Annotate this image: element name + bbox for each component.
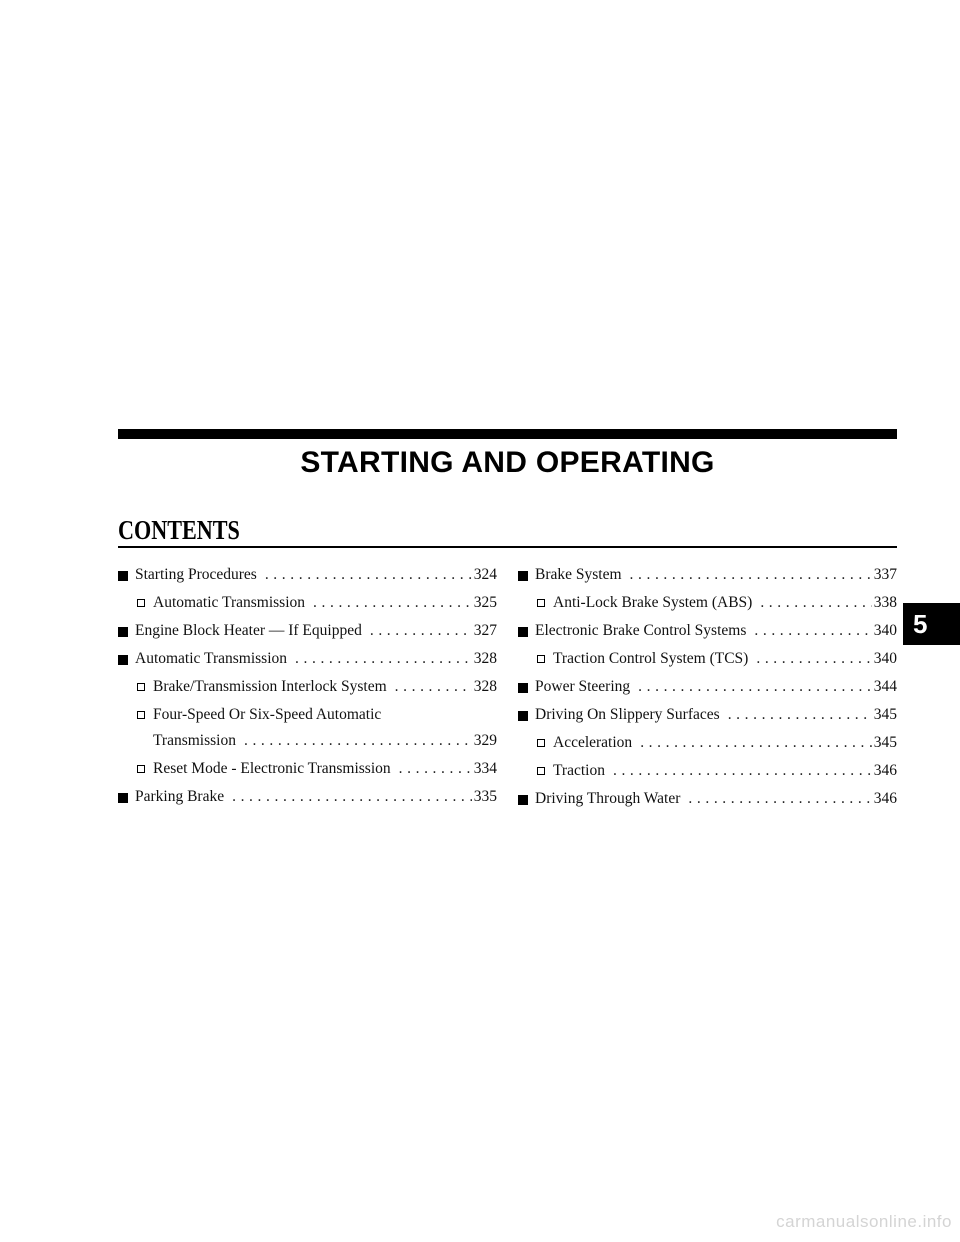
toc-entry-label: Traction [553,762,605,779]
dot-leader [313,589,472,617]
toc-entry[interactable] [518,785,897,813]
toc-subentry[interactable] [518,645,897,673]
dot-leader [395,673,472,701]
dot-leader [728,701,872,729]
toc-subentry[interactable] [118,589,497,617]
hollow-square-bullet-icon [137,711,145,719]
toc-entry-label-line1: Four-Speed Or Six-Speed Automatic [153,706,382,723]
toc-subentry[interactable] [118,673,497,701]
toc-entry-page: 338 [873,594,897,611]
toc-entry-page: 329 [473,732,497,749]
toc-entry-page: 328 [473,650,497,667]
square-bullet-icon [118,655,128,665]
toc-entry-label: Parking Brake [135,788,225,805]
toc-left-column [118,561,497,811]
dot-leader [688,785,871,813]
dot-leader [640,729,872,757]
toc-entry[interactable] [518,561,897,589]
toc-subentry[interactable] [518,757,897,785]
toc-subentry[interactable] [518,589,897,617]
dot-leader [630,561,872,589]
toc-entry-page: 346 [873,762,897,779]
toc-entry-page: 335 [473,788,497,805]
dot-leader [760,589,871,617]
toc-subentry[interactable] [518,729,897,757]
toc-right-column [518,561,897,813]
hollow-square-bullet-icon [137,599,145,607]
toc-entry-page: 346 [873,790,897,807]
hollow-square-bullet-icon [537,599,545,607]
toc-entry-page: 324 [473,566,497,583]
square-bullet-icon [518,627,528,637]
toc-entry-page: 340 [873,622,897,639]
toc-entry-page: 327 [473,622,497,639]
dot-leader [756,645,871,673]
toc-entry[interactable] [118,561,497,589]
contents-heading: CONTENTS [118,515,240,545]
toc-entry-page: 344 [873,678,897,695]
hollow-square-bullet-icon [137,683,145,691]
square-bullet-icon [118,793,128,803]
dot-leader [754,617,871,645]
toc-entry[interactable] [518,701,897,729]
square-bullet-icon [518,795,528,805]
toc-entry-label: Brake System [535,566,622,583]
dot-leader [265,561,472,589]
toc-entry-label: Automatic Transmission [153,594,306,611]
toc-entry-label: Transmission [153,732,236,749]
hollow-square-bullet-icon [537,655,545,663]
toc-entry-page: 337 [873,566,897,583]
dot-leader [244,727,472,755]
toc-entry-page: 334 [473,760,497,777]
toc-entry-page: 345 [873,734,897,751]
toc-entry-page: 328 [473,678,497,695]
toc-entry-label: Driving Through Water [535,790,681,807]
square-bullet-icon [518,571,528,581]
square-bullet-icon [118,627,128,637]
contents-rule [118,546,897,548]
toc-entry-label: Anti-Lock Brake System (ABS) [553,594,753,611]
toc-entry-label: Acceleration [553,734,633,751]
toc-entry-label: Automatic Transmission [135,650,288,667]
toc-entry[interactable] [118,783,497,811]
toc-entry-label: Power Steering [535,678,631,695]
chapter-title: STARTING AND OPERATING [300,446,715,479]
hollow-square-bullet-icon [137,765,145,773]
toc-entry-label: Driving On Slippery Surfaces [535,706,720,723]
toc-entry-label: Engine Block Heater — If Equipped [135,622,362,639]
toc-entry-page: 325 [473,594,497,611]
dot-leader [232,783,472,811]
toc-entry-page: 340 [873,650,897,667]
toc-entry-label: Reset Mode - Electronic Transmission [153,760,391,777]
dot-leader [295,645,472,673]
dot-leader [370,617,472,645]
hollow-square-bullet-icon [537,767,545,775]
toc-entry[interactable] [118,645,497,673]
watermark: carmanualsonline.info [776,1212,952,1231]
chapter-tab-marker: 5 [903,603,960,645]
dot-leader [399,755,472,783]
toc-entry[interactable] [518,617,897,645]
toc-subentry[interactable] [118,755,497,783]
chapter-top-rule [118,429,897,439]
square-bullet-icon [118,571,128,581]
toc-entry-label: Electronic Brake Control Systems [535,622,747,639]
toc-entry-label: Brake/Transmission Interlock System [153,678,387,695]
dot-leader [613,757,872,785]
toc-subentry[interactable] [118,701,497,755]
square-bullet-icon [518,683,528,693]
toc-entry[interactable] [518,673,897,701]
toc-entry-label: Starting Procedures [135,566,257,583]
hollow-square-bullet-icon [537,739,545,747]
square-bullet-icon [518,711,528,721]
toc-entry[interactable] [118,617,497,645]
toc-entry-label: Traction Control System (TCS) [553,650,749,667]
toc-entry-page: 345 [873,706,897,723]
dot-leader [638,673,872,701]
